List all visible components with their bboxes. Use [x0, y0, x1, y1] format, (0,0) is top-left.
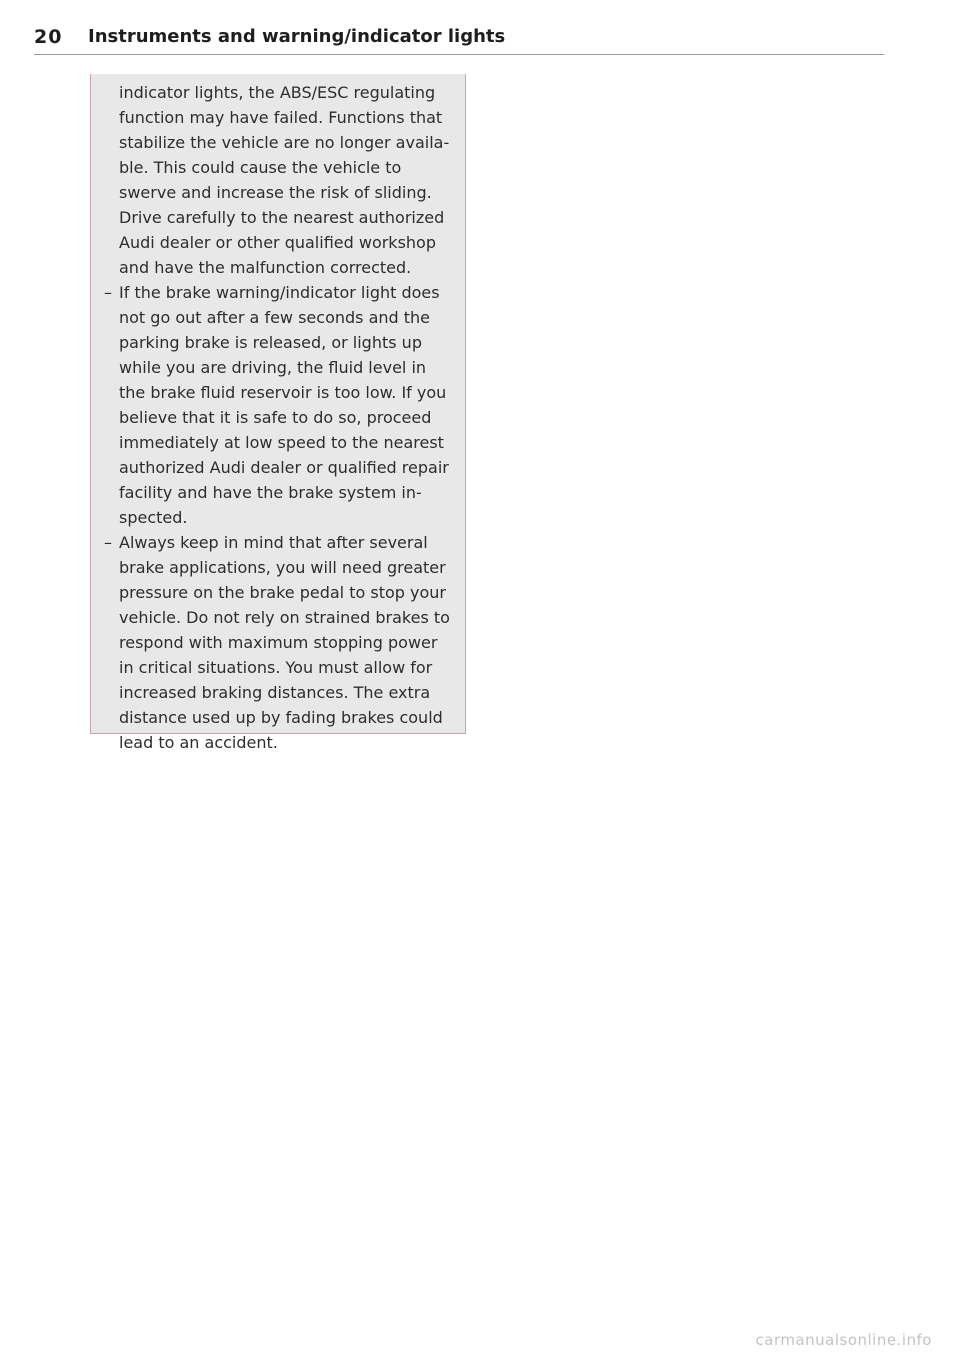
section-title: Instruments and warning/indicator lights [88, 26, 506, 47]
text-line: Audi dealer or other qualified workshop [119, 233, 436, 252]
bullet-dash: – [104, 283, 112, 302]
text-line: increased braking distances. The extra [119, 683, 431, 702]
text-line: lead to an accident. [119, 733, 278, 752]
warning-continuation-paragraph [113, 80, 453, 280]
text-line: spected. [119, 508, 188, 527]
text-line: – If the brake warning/indicator light does [104, 280, 453, 305]
text-line: – Always keep in mind that after several [104, 530, 453, 555]
text-line: brake applications, you will need greater [119, 558, 446, 577]
text-line: pressure on the brake pedal to stop your [119, 583, 446, 602]
text-line: stabilize the vehicle are no longer availa- [119, 133, 450, 152]
text-line: and have the malfunction corrected. [119, 258, 412, 277]
text-line: indicator lights, the ABS/ESC regulating [119, 83, 436, 102]
text-line: in critical situations. You must allow for [119, 658, 433, 677]
text-line: respond with maximum stopping power [119, 633, 438, 652]
warning-bullet-brake-applications [104, 530, 453, 755]
text-line: function may have failed. Functions that [119, 108, 443, 127]
text-line: swerve and increase the risk of sliding. [119, 183, 432, 202]
text-line: believe that it is safe to do so, proceed [119, 408, 432, 427]
text-line: parking brake is released, or lights up [119, 333, 422, 352]
text-line: authorized Audi dealer or qualified repair [119, 458, 449, 477]
text-line: immediately at low speed to the nearest [119, 433, 444, 452]
text-line: not go out after a few seconds and the [119, 308, 431, 327]
text-line: the brake fluid reservoir is too low. If you [119, 383, 447, 402]
bullet-dash: – [104, 533, 112, 552]
page-number: 20 [34, 26, 63, 48]
text-line: ble. This could cause the vehicle to [119, 158, 402, 177]
warning-bullet-brake-light [104, 280, 453, 530]
warning-box [90, 74, 466, 752]
text-line: Drive carefully to the nearest authorized [119, 208, 445, 227]
text-line: facility and have the brake system in- [119, 483, 422, 502]
page-header [34, 22, 884, 55]
text-line: while you are driving, the fluid level in [119, 358, 427, 377]
footer-watermark: carmanualsonline.info [755, 1331, 932, 1349]
text-line: vehicle. Do not rely on strained brakes to [119, 608, 450, 627]
text-line: distance used up by fading brakes could [119, 708, 443, 727]
